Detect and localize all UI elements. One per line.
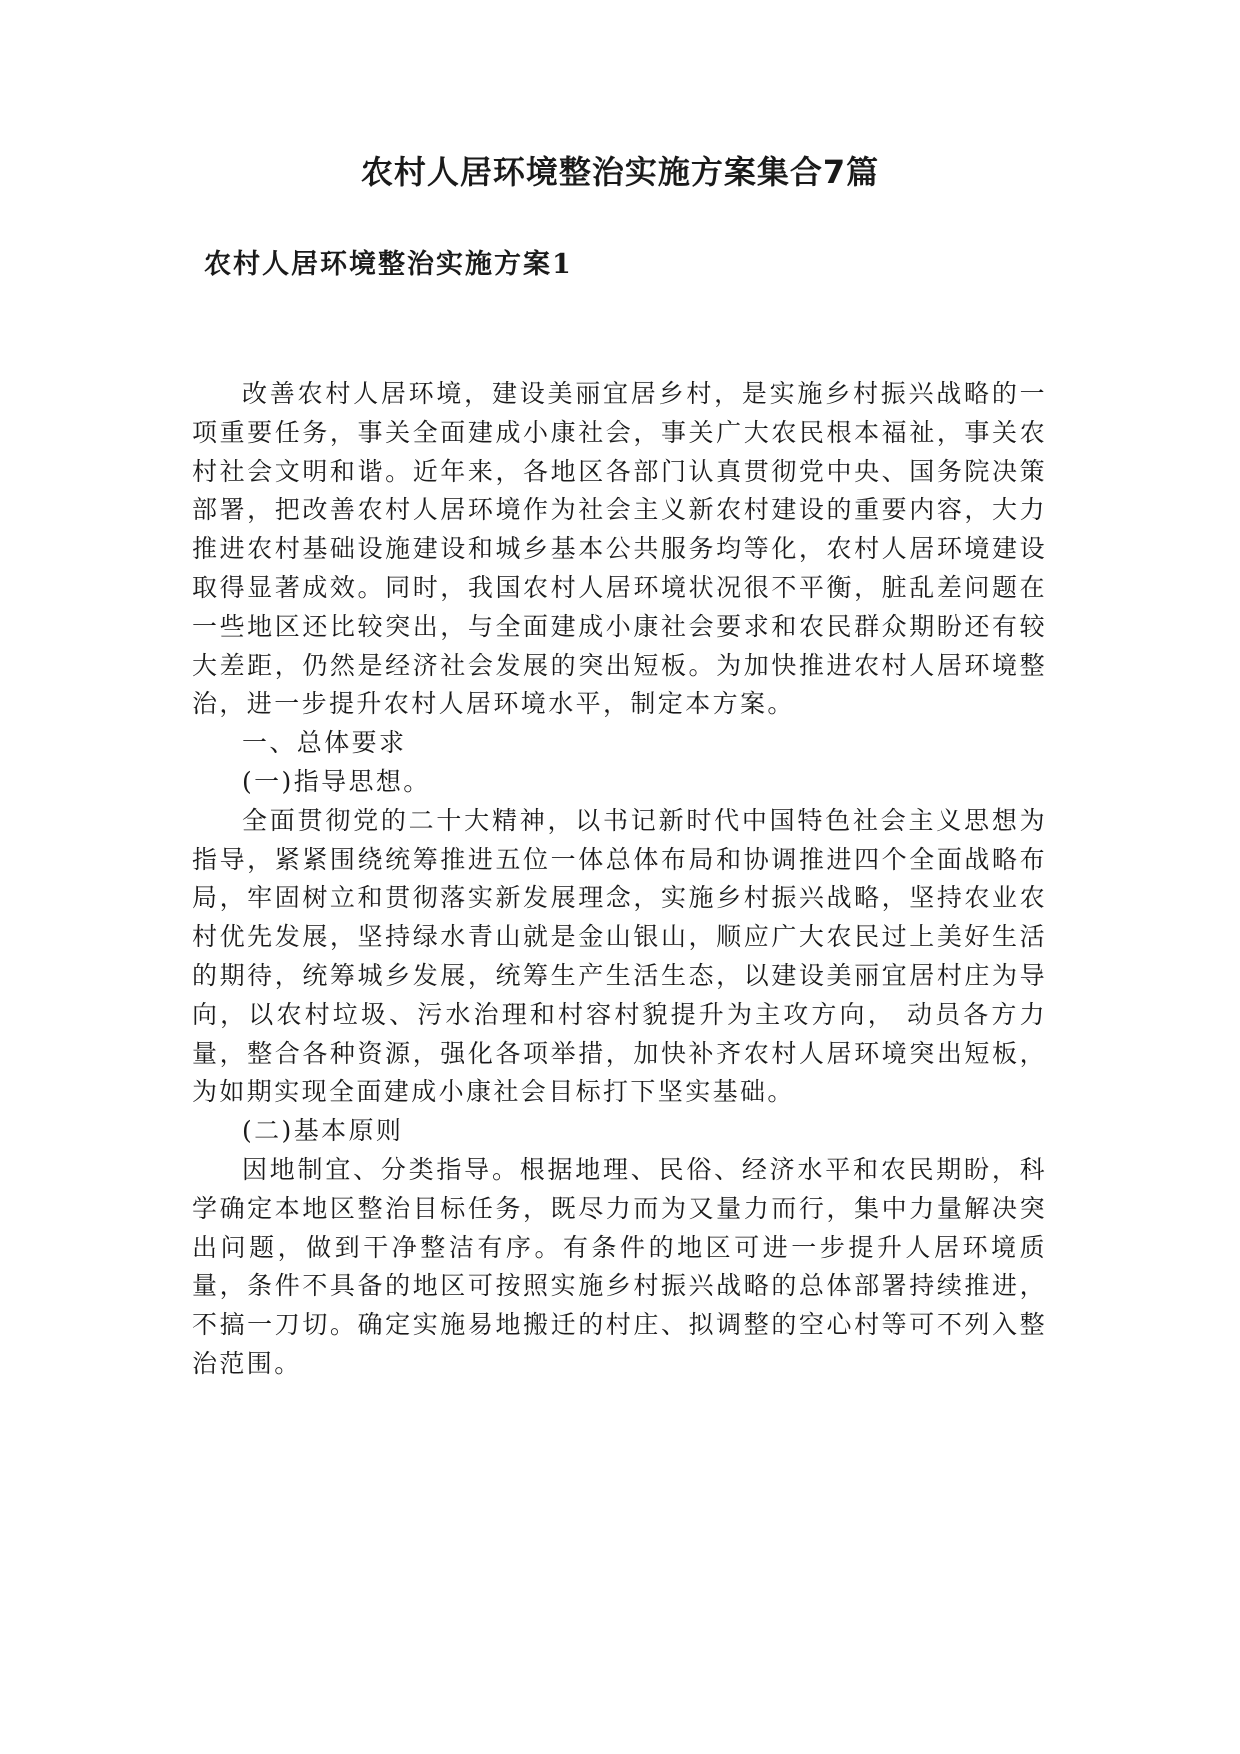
heading-general-requirements: 一、总体要求: [242, 728, 407, 758]
subheading-basic-principles: (二)基本原则: [242, 1116, 404, 1146]
document-body: [192, 375, 1047, 1384]
guiding-thought-paragraph: 全面贯彻党的二十大精神，以书记新时代中国特色社会主义思想为指导，紧紧围绕统筹推进五位一体总体布局和协调推进四个全面战略布局，牢固树立和贯彻落实新发展理念，实施乡村振兴战略，坚持农业农村优先发展，坚持绿水青山就是金山银山，顺应广大农民过上美好生活的期待，统筹城乡发展，统筹生产生活生态，以建设美丽宜居村庄为导向，以农村垃圾、污水治理和村容村貌提升为主攻方向， 动员各方力量，整合各种资源，强化各项举措，加快补齐农村人居环境突出短板，为如期实现全面建成小康社会目标打下坚实基础。: [192, 805, 1047, 1107]
document-title: 农村人居环境整治实施方案集合7篇: [360, 153, 880, 191]
basic-principles-paragraph: 因地制宜、分类指导。根据地理、民俗、经济水平和农民期盼，科学确定本地区整治目标任务，既尽力而为又量力而行，集中力量解决突出问题，做到干净整洁有序。有条件的地区可进一步提升人居环境质量，条件不具备的地区可按照实施乡村振兴战略的总体部署持续推进，不搞一刀切。确定实施易地搬迁的村庄、拟调整的空心村等可不列入整治范围。: [192, 1154, 1047, 1378]
intro-paragraph: 改善农村人居环境，建设美丽宜居乡村，是实施乡村振兴战略的一项重要任务，事关全面建成小康社会，事关广大农民根本福祉，事关农村社会文明和谐。近年来，各地区各部门认真贯彻党中央、国务院决策部署，把改善农村人居环境作为社会主义新农村建设的重要内容，大力推进农村基础设施建设和城乡基本公共服务均等化，农村人居环境建设取得显著成效。同时，我国农村人居环境状况很不平衡，脏乱差问题在一些地区还比较突出，与全面建成小康社会要求和农民群众期盼还有较大差距，仍然是经济社会发展的突出短板。为加快推进农村人居环境整治，进一步提升农村人居环境水平，制定本方案。: [192, 379, 1047, 719]
subheading-guiding-thought: (一)指导思想。: [242, 766, 431, 796]
section-heading: 农村人居环境整治实施方案1: [204, 249, 573, 280]
